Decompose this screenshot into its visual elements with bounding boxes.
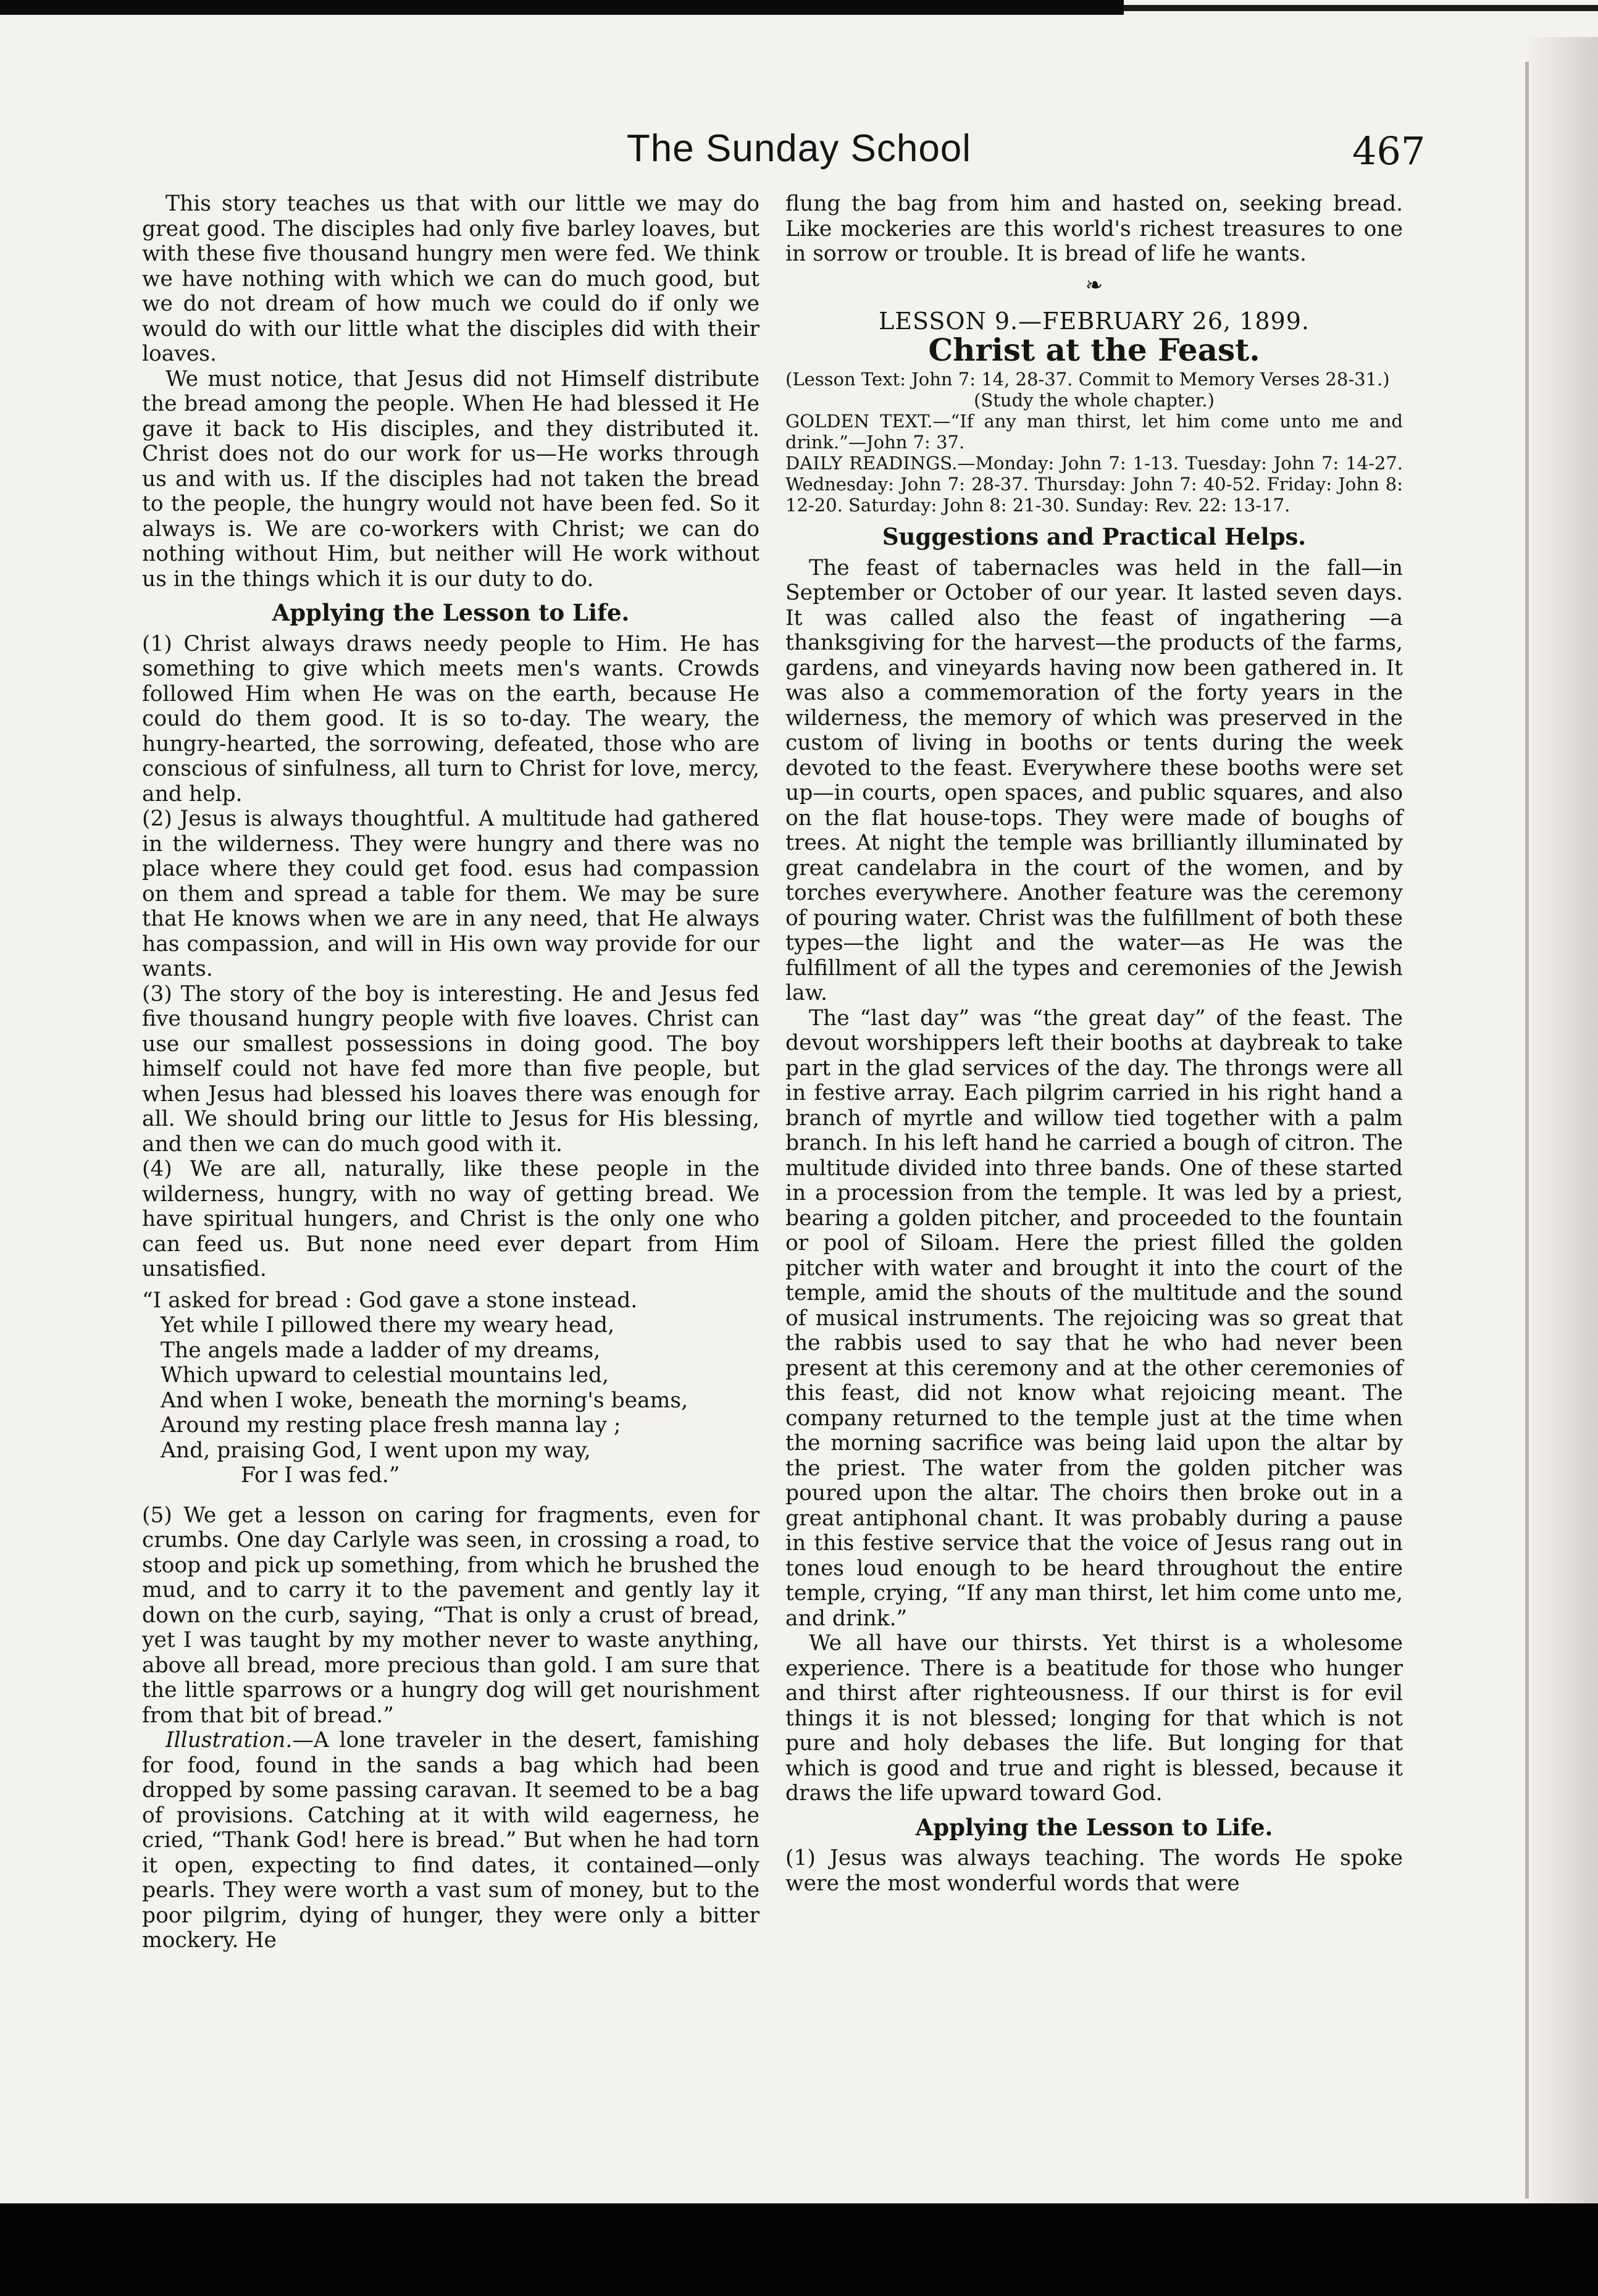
illustration-text: —A lone traveler in the desert, famishing for food, found in the sands a bag which had been dropped by some passing caravan. It seemed to be a bag of provisions. Catching at it with wild eagerness, he cried, “Thank God! here is bread.” But when he had torn it open, expecting to find dates, it contained—only pearls. They were worth a vast sum of money, but to the poor pilgrim, dying of hunger, they were only a bitter mockery. He	[142, 1728, 759, 1953]
list-item: (1) Christ always draws needy people to Him. He has something to give which meets men's wants. Crowds followed Him when He was on the earth, because He could do them good. It is so to-day. The weary, the hungry-hearted, the sorrowing, defeated, those who are conscious of sinfulness, all turn to Christ for love, mercy, and help.	[142, 631, 759, 807]
paragraph: We all have our thirsts. Yet thirst is a wholesome experience. There is a beatitude for those who hunger and thirst after righteousness. If our thirst is for evil things it is not blessed; longing for that which is not pure and holy debases the life. But longing for that which is good and true and right is blessed, because it draws the life upward toward God.	[785, 1631, 1403, 1806]
running-title: The Sunday School	[626, 127, 972, 170]
golden-text-body: —“If any man thirst, let him come unto me and drink.”—John 7: 37.	[785, 411, 1403, 453]
section-heading: Applying the Lesson to Life.	[272, 599, 630, 626]
paragraph: The feast of tabernacles was held in the fall—in September or October of our year. It lasted seven days. It was called also the feast of ingathering —a thanksgiving for the harvest—the products of the farms, gardens, and vineyards having now been gathered in. It was also a commemoration of the forty years in the wilderness, the memory of which was preserved in the custom of living in booths or tents during the week devoted to the feast. Everywhere these booths were set up—in courts, open spaces, and public squares, and also on the flat house-tops. They were made of boughs of trees. At night the temple was brilliantly illuminated by great candelabra in the court of the women, and by torches everywhere. Another feature was the ceremony of pouring water. Christ was the fulfillment of both these types—the light and the water—as He was the fulfillment of all the types and ceremonies of the Jewish law.	[785, 555, 1403, 1005]
poem-line: For I was fed.”	[241, 1463, 400, 1488]
poem-line: The angels made a ladder of my dreams,	[161, 1338, 601, 1363]
golden-text-label: GOLDEN TEXT.	[785, 411, 933, 432]
scan-top-border	[0, 0, 1124, 15]
list-item: (2) Jesus is always thoughtful. A multitude had gathered in the wilderness. They were hungry and there was no place where they could get food. esus had compassion on them and spread a table for them. We may be sure that He knows when we are in any need, that He always has compassion, and will in His own way provide for our wants.	[142, 807, 759, 981]
daily-readings-label: DAILY READINGS.	[785, 453, 958, 474]
left-column	[142, 191, 759, 1953]
list-item: (1) Jesus was always teaching. The words He spoke were the most wonderful words that were	[785, 1846, 1403, 1896]
poem	[142, 1288, 759, 1488]
golden-text	[785, 411, 1403, 453]
paragraph: flung the bag from him and hasted on, seeking bread. Like mockeries are this world's richest treasures to one in sorrow or trouble. It is bread of life he wants.	[785, 191, 1403, 266]
right-column	[785, 191, 1403, 1896]
poem-line: “I asked for bread : God gave a stone instead.	[142, 1288, 638, 1313]
paragraph: We must notice, that Jesus did not Himself distribute the bread among the people. When He had blessed it He gave it back to His disciples, and they distributed it. Christ does not do our work for us—He works through us and with us. If the disciples had not taken the bread to the people, the hungry would not have been fed. So it always is. We are co-workers with Christ; we can do nothing without Him, but neither will He work without us in the things which it is our duty to do.	[142, 366, 759, 592]
illustration-label: Illustration.	[165, 1728, 293, 1753]
poem-line: Yet while I pillowed there my weary head,	[161, 1313, 615, 1338]
section-heading: Suggestions and Practical Helps.	[882, 523, 1307, 550]
lesson-text: (Lesson Text: John 7: 14, 28-37. Commit to Memory Verses 28-31.)	[785, 369, 1390, 390]
poem-line: And when I woke, beneath the morning's beams,	[161, 1388, 688, 1413]
lesson-title: Christ at the Feast.	[928, 331, 1260, 368]
page-number: 467	[1352, 128, 1426, 174]
paragraph: This story teaches us that with our little we may do great good. The disciples had only five barley loaves, but with these five thousand hungry men were fed. We think we have nothing with which we can do much good, but we do not dream of how much we could do if only we would do with our little what the disciples did with their loaves.	[142, 191, 759, 366]
daily-readings	[785, 453, 1403, 516]
lesson-heading: LESSON 9.—FEBRUARY 26, 1899.	[879, 308, 1310, 335]
scan-top-border-tail	[1124, 5, 1598, 11]
daily-readings-body: —Monday: John 7: 1-13. Tuesday: John 7: 14-27. Wednesday: John 7: 28-37. Thursday: John 7: 40-52. Friday: John 8: 12-20. Saturday: John 8: 21-30. Sunday: Rev. 22: 13-17.	[785, 453, 1403, 516]
list-item: (4) We are all, naturally, like these people in the wilderness, hungry, with no way of getting bread. We have spiritual hungers, and Christ is the only one who can feed us. But none need ever depart from Him unsatisfied.	[142, 1157, 759, 1281]
illustration-paragraph	[142, 1728, 759, 1953]
fleuron-ornament: ❧	[1085, 272, 1103, 298]
section-heading: Applying the Lesson to Life.	[915, 1813, 1273, 1841]
study-note: (Study the whole chapter.)	[974, 390, 1215, 411]
poem-line: Which upward to celestial mountains led,	[161, 1363, 609, 1388]
binding-edge-shadow	[1524, 37, 1598, 2203]
binding-edge-line	[1525, 62, 1529, 2198]
poem-line: Around my resting place fresh manna lay ;	[161, 1413, 621, 1438]
paragraph: The “last day” was “the great day” of the feast. The devout worshippers left their booths at daybreak to take part in the glad services of the day. The throngs were all in festive array. Each pilgrim carried in his right hand a branch of myrtle and willow tied together with a palm branch. In his left hand he carried a bough of citron. The multitude divided into three bands. One of these started in a procession from the temple. It was led by a priest, bearing a golden pitcher, and proceeded to the fountain or pool of Siloam. Here the priest filled the golden pitcher with water and brought it into the court of the temple, amid the shouts of the multitude and the sound of musical instruments. The rejoicing was so great that the rabbis used to say that he who had never been present at this ceremony and at the other ceremonies of this feast, did not know what rejoicing meant. The company returned to the temple just at the time when the morning sacrifice was being laid upon the altar by the priest. The water from the golden pitcher was poured upon the altar. The choirs then broke out in a great antiphonal chant. It was probably during a pause in this festive service that the voice of Jesus rang out in tones loud enough to be heard throughout the entire temple, crying, “If any man thirst, let him come unto me, and drink.”	[785, 1005, 1403, 1631]
poem-line: And, praising God, I went upon my way,	[161, 1438, 591, 1463]
lesson-notes	[785, 369, 1403, 516]
list-item: (5) We get a lesson on caring for fragments, even for crumbs. One day Carlyle was seen, in crossing a road, to stoop and pick up something, from which he brushed the mud, and to carry it to the pavement and gently lay it down on the curb, saying, “That is only a crust of bread, yet I was taught by my mother never to waste anything, above all bread, more precious than gold. I am sure that the little sparrows or a hungry dog will get nourishment from that bit of bread.”	[142, 1502, 759, 1728]
scan-bottom-border	[0, 2203, 1598, 2296]
list-item: (3) The story of the boy is interesting. He and Jesus fed five thousand hungry people with five loaves. Christ can use our smallest possessions in doing good. The boy himself could not have fed more than five people, but when Jesus had blessed his loaves there was enough for all. We should bring our little to Jesus for His blessing, and then we can do much good with it.	[142, 981, 759, 1157]
